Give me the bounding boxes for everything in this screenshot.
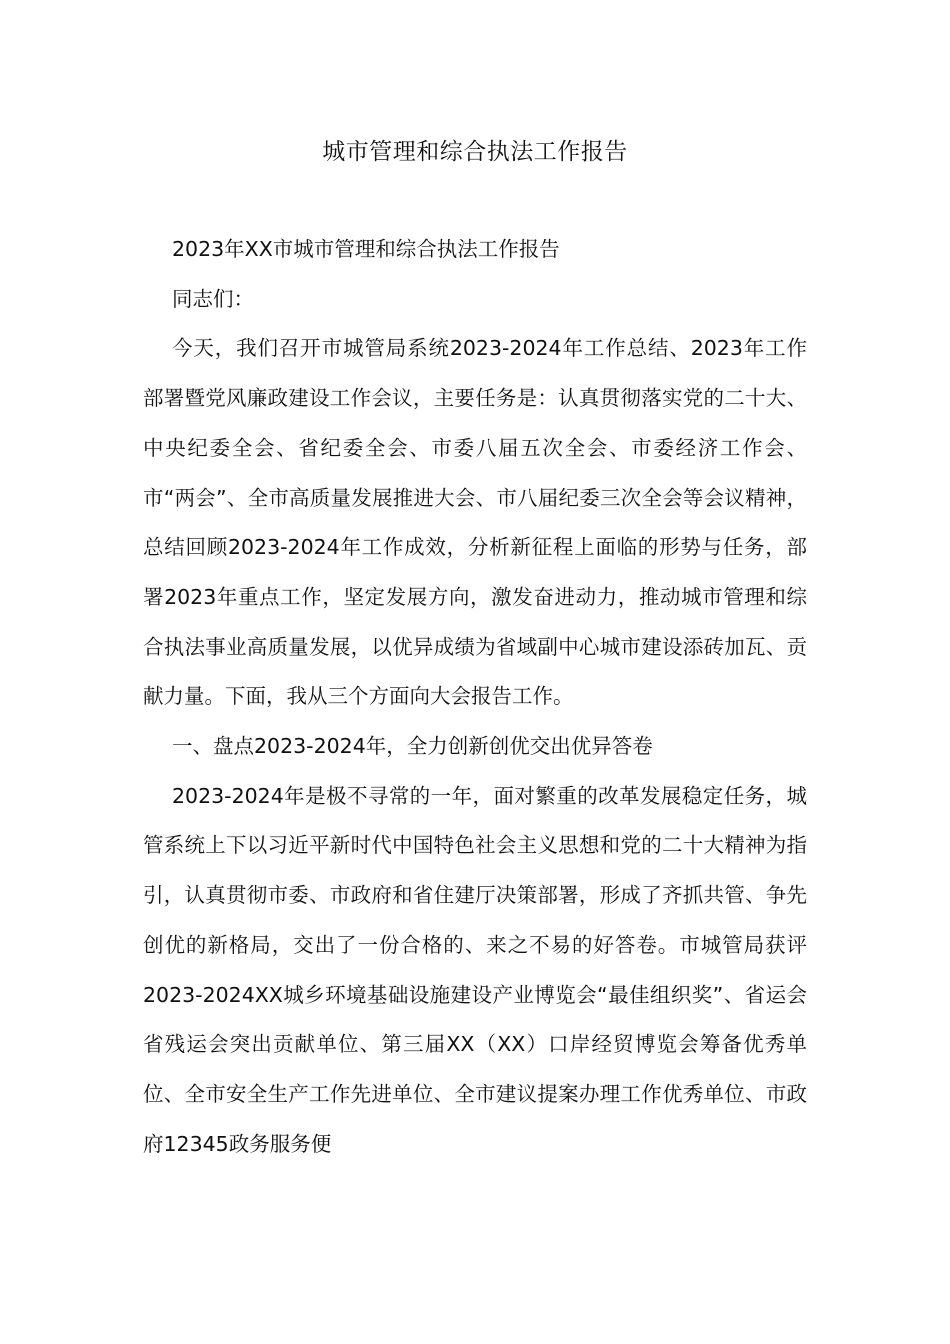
paragraph-intro: 今天，我们召开市城管局系统2023-2024年工作总结、2023年工作部署暨党风廉政建设工作会议，主要任务是：认真贯彻落实党的二十大、中央纪委全会、省纪委全会、市委八届五次全会、市委经济工作会、市“两会”、全市高质量发展推进大会、市八届纪委三次全会等会议精神，总结回顾2023-2024年工作成效，分析新征程上面临的形势与任务，部署2023年重点工作，坚定发展方向，激发奋进动力，推动城市管理和综合执法事业高质量发展，以优异成绩为省域副中心城市建设添砖加瓦、贡献力量。下面，我从三个方面向大会报告工作。 (143, 336, 807, 709)
document-title: 城市管理和综合执法工作报告 (322, 139, 628, 165)
paragraph-review: 2023-2024年是极不寻常的一年，面对繁重的改革发展稳定任务，城管系统上下以习近平新时代中国特色社会主义思想和党的二十大精神为指引，认真贯彻市委、市政府和省住建厅决策部署，形成了齐抓共管、争先创优的新格局，交出了一份合格的、来之不易的好答卷。市城管局获评2023-2024XX城乡环境基础设施建设产业博览会“最佳组织奖”、省运会省残运会突出贡献单位、第三届XX（XX）口岸经贸博览会筹备优秀单位、全市安全生产工作先进单位、全市建议提案办理工作优秀单位、市政府12345政务服务便 (143, 783, 807, 1156)
section-heading-1: 一、盘点2023-2024年，全力创新创优交出优异答卷 (172, 734, 653, 759)
report-subtitle: 2023年XX市城市管理和综合执法工作报告 (172, 237, 560, 261)
document-body (143, 225, 807, 1169)
salutation: 同志们： (172, 286, 254, 311)
